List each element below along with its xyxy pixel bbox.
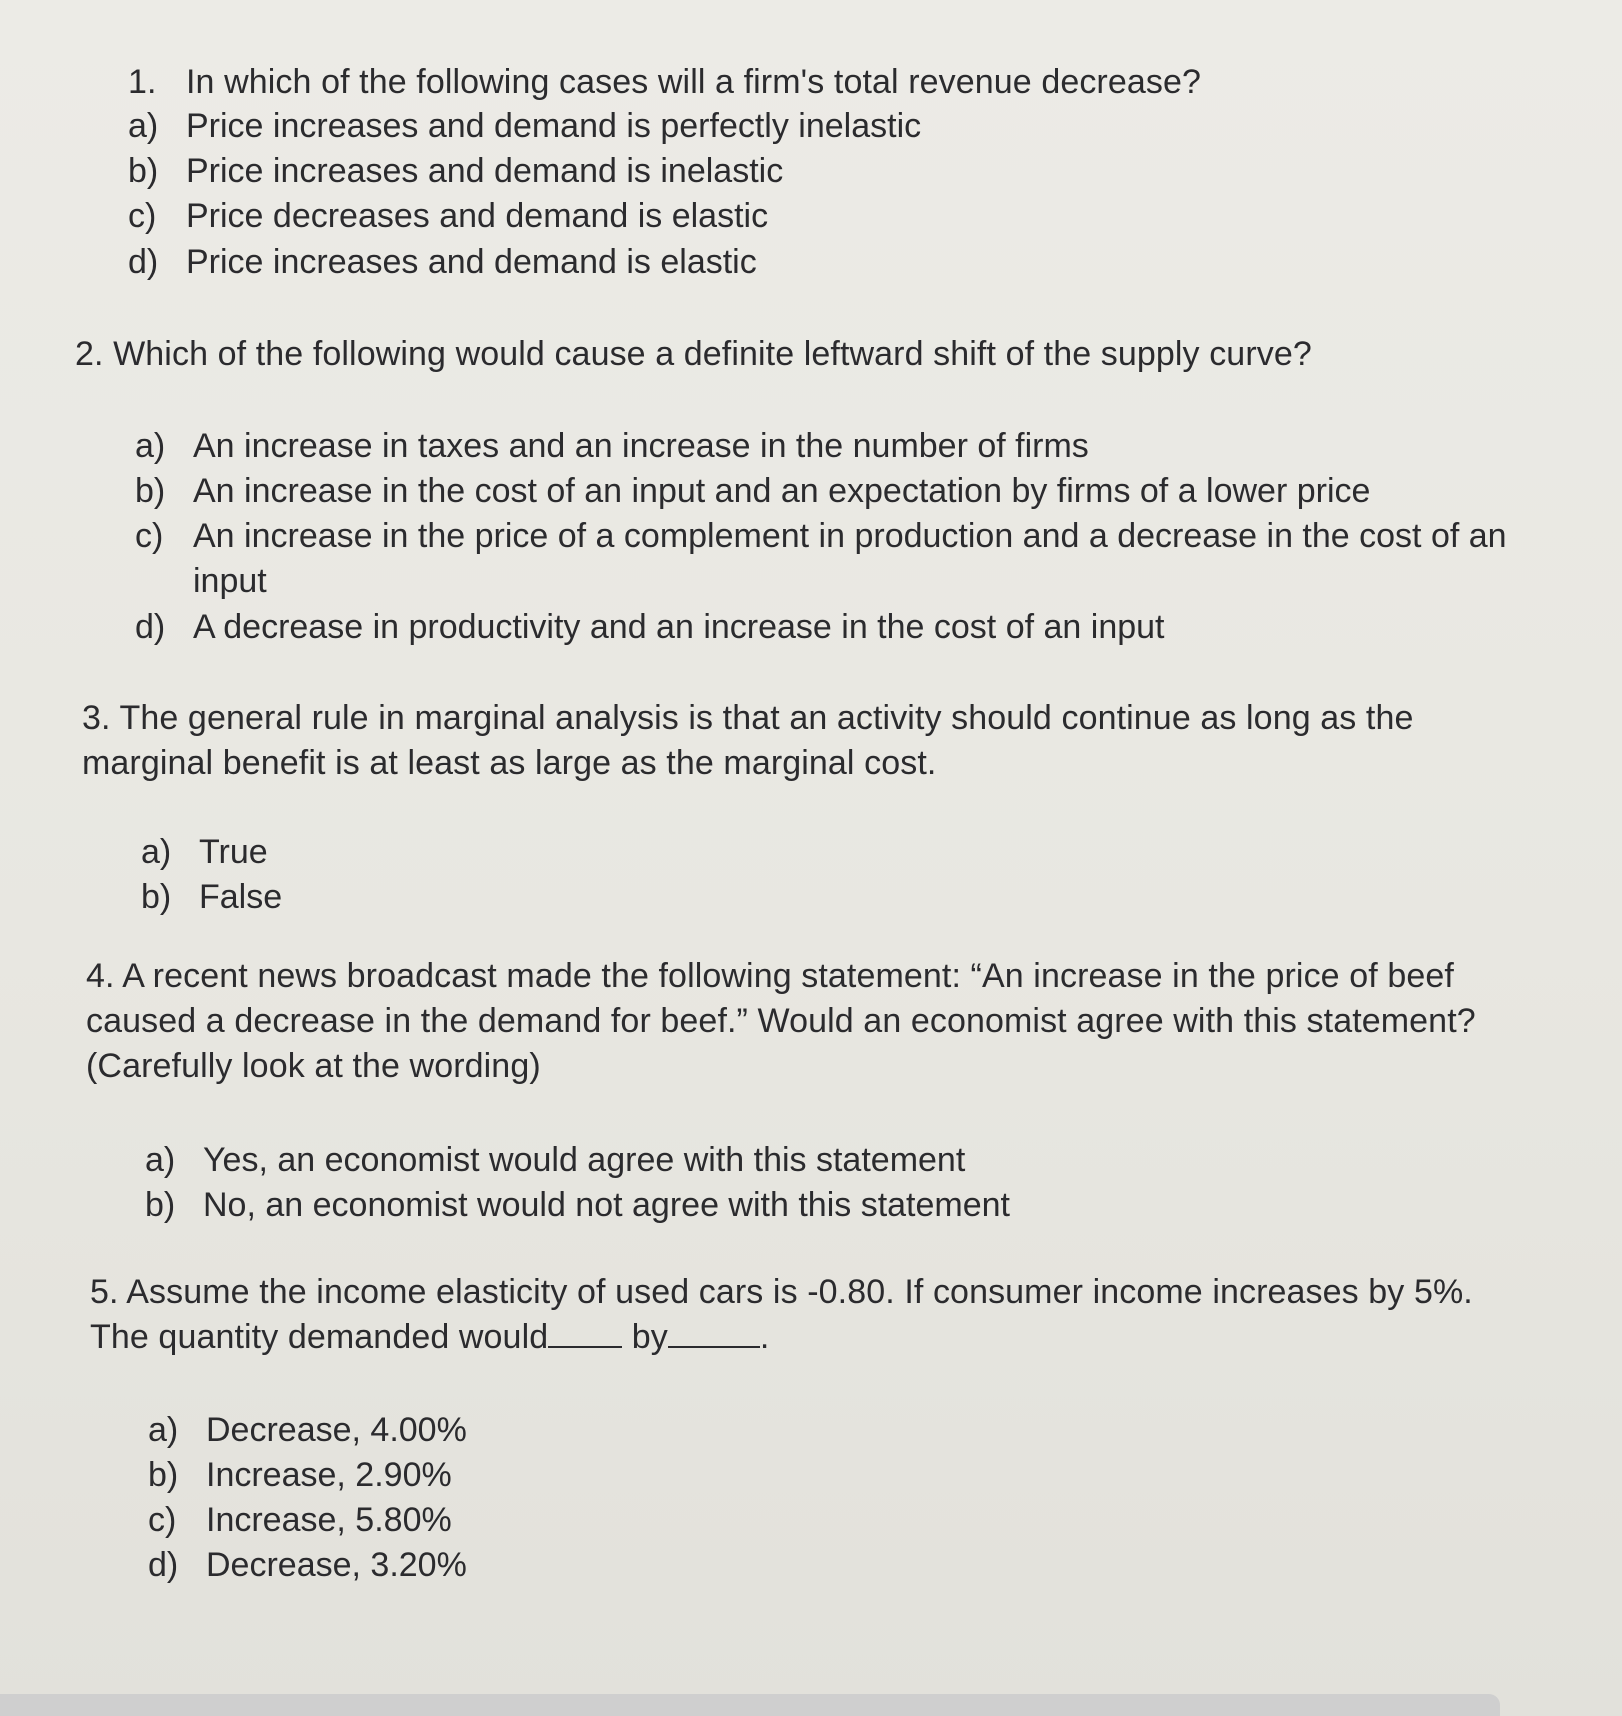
option-text: Price increases and demand is elastic [186,243,757,281]
option-letter: c) [148,1501,177,1539]
question-text: In which of the following cases will a firm's total revenue decrease? [186,63,1201,101]
option-letter: d) [135,608,166,646]
option-letter: a) [135,427,166,465]
option-letter: b) [141,878,172,916]
option-text: Decrease, 3.20% [206,1546,467,1584]
option-text: Price decreases and demand is elastic [186,197,769,235]
option-text: An increase in taxes and an increase in the number of firms [193,427,1089,465]
question-text-part1: Assume the income elasticity of used cars is -0.80. If consumer income increases by 5%. The quantity demanded would [90,1273,1473,1356]
question-text-part3: . [759,1318,770,1356]
option-letter: b) [145,1186,176,1224]
question-4 [86,954,1486,1089]
option-4b[interactable] [145,1183,1010,1228]
question-number: 3. [82,699,111,737]
option-letter: a) [128,107,159,145]
option-1c[interactable] [128,194,768,239]
option-text: An increase in the price of a complement in production and a decrease in the cost of an input [193,517,1507,600]
question-number: 5. [90,1273,119,1311]
question-3 [82,696,1422,786]
option-letter: d) [148,1546,179,1584]
option-2a[interactable] [135,424,1089,469]
option-1a[interactable] [128,104,921,149]
option-5a[interactable] [148,1408,467,1453]
question-2 [75,332,1555,377]
question-1 [128,60,1428,105]
option-text: A decrease in productivity and an increase in the cost of an input [193,608,1165,646]
option-letter: a) [141,833,172,871]
answer-blank-direction[interactable] [548,1316,622,1348]
option-letter: a) [148,1411,179,1449]
option-1b[interactable] [128,149,783,194]
option-text: Increase, 5.80% [206,1501,452,1539]
option-2c[interactable] [135,514,1543,604]
question-5 [90,1270,1540,1360]
question-text: A recent news broadcast made the following statement: “An increase in the price of beef caused a decrease in the demand for beef.” Would an economist agree with this statement? (Carefully look at the wording) [86,957,1476,1085]
option-text: No, an economist would not agree with this statement [203,1186,1010,1224]
option-text: An increase in the cost of an input and an expectation by firms of a lower price [193,472,1371,510]
option-2b[interactable] [135,469,1370,514]
option-text: Price increases and demand is inelastic [186,152,784,190]
option-3b[interactable] [141,875,282,920]
option-3a[interactable] [141,830,268,875]
option-5d[interactable] [148,1543,467,1588]
option-5c[interactable] [148,1498,452,1543]
question-number: 4. [86,957,115,995]
option-letter: b) [148,1456,179,1494]
option-1d[interactable] [128,240,757,285]
option-4a[interactable] [145,1138,965,1183]
question-number: 1. [128,63,157,101]
question-text: The general rule in marginal analysis is that an activity should continue as long as the marginal benefit is at least as large as the marginal cost. [82,699,1414,782]
option-text: Increase, 2.90% [206,1456,452,1494]
option-letter: d) [128,243,159,281]
option-text: False [199,878,283,916]
question-number: 2. [75,335,104,373]
option-5b[interactable] [148,1453,452,1498]
screen-bottom-edge [0,1694,1500,1716]
option-text: Yes, an economist would agree with this statement [203,1141,966,1179]
option-2d[interactable] [135,605,1165,650]
option-letter: a) [145,1141,176,1179]
option-text: Decrease, 4.00% [206,1411,467,1449]
option-text: Price increases and demand is perfectly inelastic [186,107,922,145]
question-text-part2: by [631,1318,668,1356]
option-letter: c) [128,197,157,235]
question-text: Which of the following would cause a definite leftward shift of the supply curve? [113,335,1312,373]
option-letter: c) [135,517,164,555]
option-letter: b) [135,472,166,510]
option-text: True [199,833,268,871]
option-letter: b) [128,152,159,190]
answer-blank-amount[interactable] [668,1316,760,1348]
